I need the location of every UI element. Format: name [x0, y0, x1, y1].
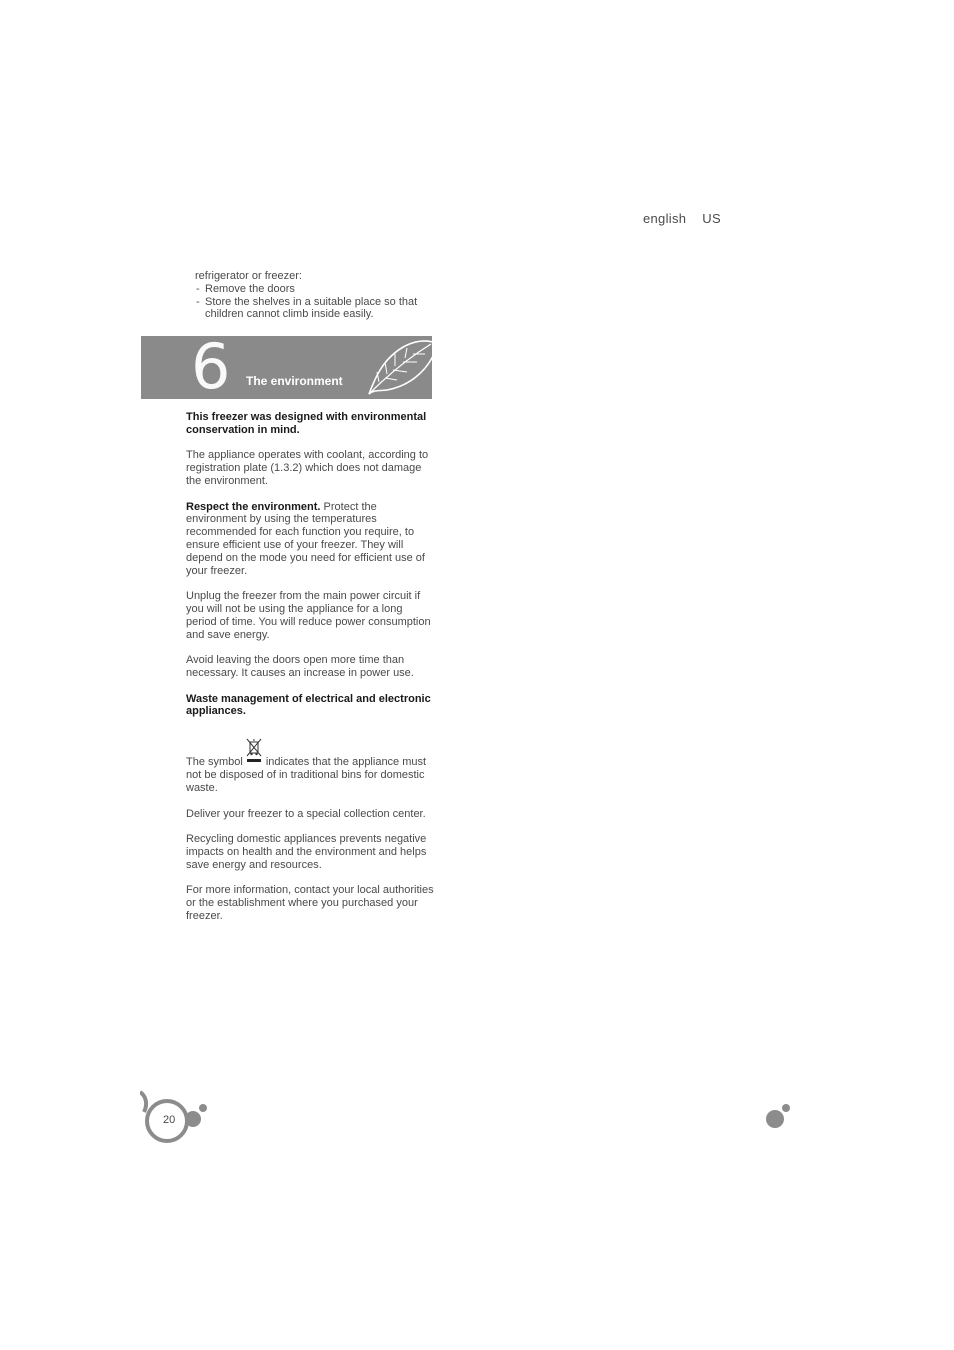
paragraph: Deliver your freezer to a special collection center. [186, 807, 426, 820]
section-number: 6 [191, 336, 231, 399]
page-number: 20 [163, 1114, 176, 1126]
leaf-icon [365, 338, 432, 396]
paragraph: Unplug the freezer from the main power circuit if you will not be using the appliance for a long period of time. You will reduce power consumption and save energy. [186, 590, 431, 641]
footer-decoration-left [140, 1090, 220, 1150]
paragraph: This freezer was designed with environmental conservation in mind. [186, 411, 427, 436]
list-item: - Remove the doors [196, 282, 295, 295]
intro-lead: refrigerator or freezer: [195, 270, 302, 282]
list-item: - Store the shelves in a suitable place so that children cannot climb inside easily. [196, 295, 418, 321]
paragraph: The symbol indicates that the appliance must not be disposed of in traditional bins for domestic waste. [186, 743, 436, 795]
intro-list [195, 283, 440, 321]
paragraph: Recycling domestic appliances prevents negative impacts on health and the environment and helps save energy and resources. [186, 833, 427, 871]
section-banner [141, 336, 432, 399]
crossed-out-bin-icon [245, 737, 263, 763]
paragraph: Waste management of electrical and electronic appliances. [186, 692, 431, 718]
paragraph: The appliance operates with coolant, according to registration plate (1.3.2) which does not damage the environment. [186, 449, 429, 487]
footer-decoration-right [762, 1100, 802, 1132]
intro-text [195, 270, 440, 321]
section-content [186, 411, 436, 935]
paragraph: For more information, contact your local authorities or the establishment where you purchased your freezer. [186, 884, 434, 922]
language-name: english [643, 211, 687, 226]
language-label [643, 211, 721, 226]
paragraph: Respect the environment. Protect the environment by using the temperatures recommended for each function you require, to ensure efficient use of your freezer. They will depend on the mode you need for efficient use of your freezer. [186, 500, 425, 577]
section-title: The environment [246, 374, 343, 388]
paragraph: Avoid leaving the doors open more time than necessary. It causes an increase in power use. [186, 654, 414, 679]
region-code: US [702, 211, 721, 226]
